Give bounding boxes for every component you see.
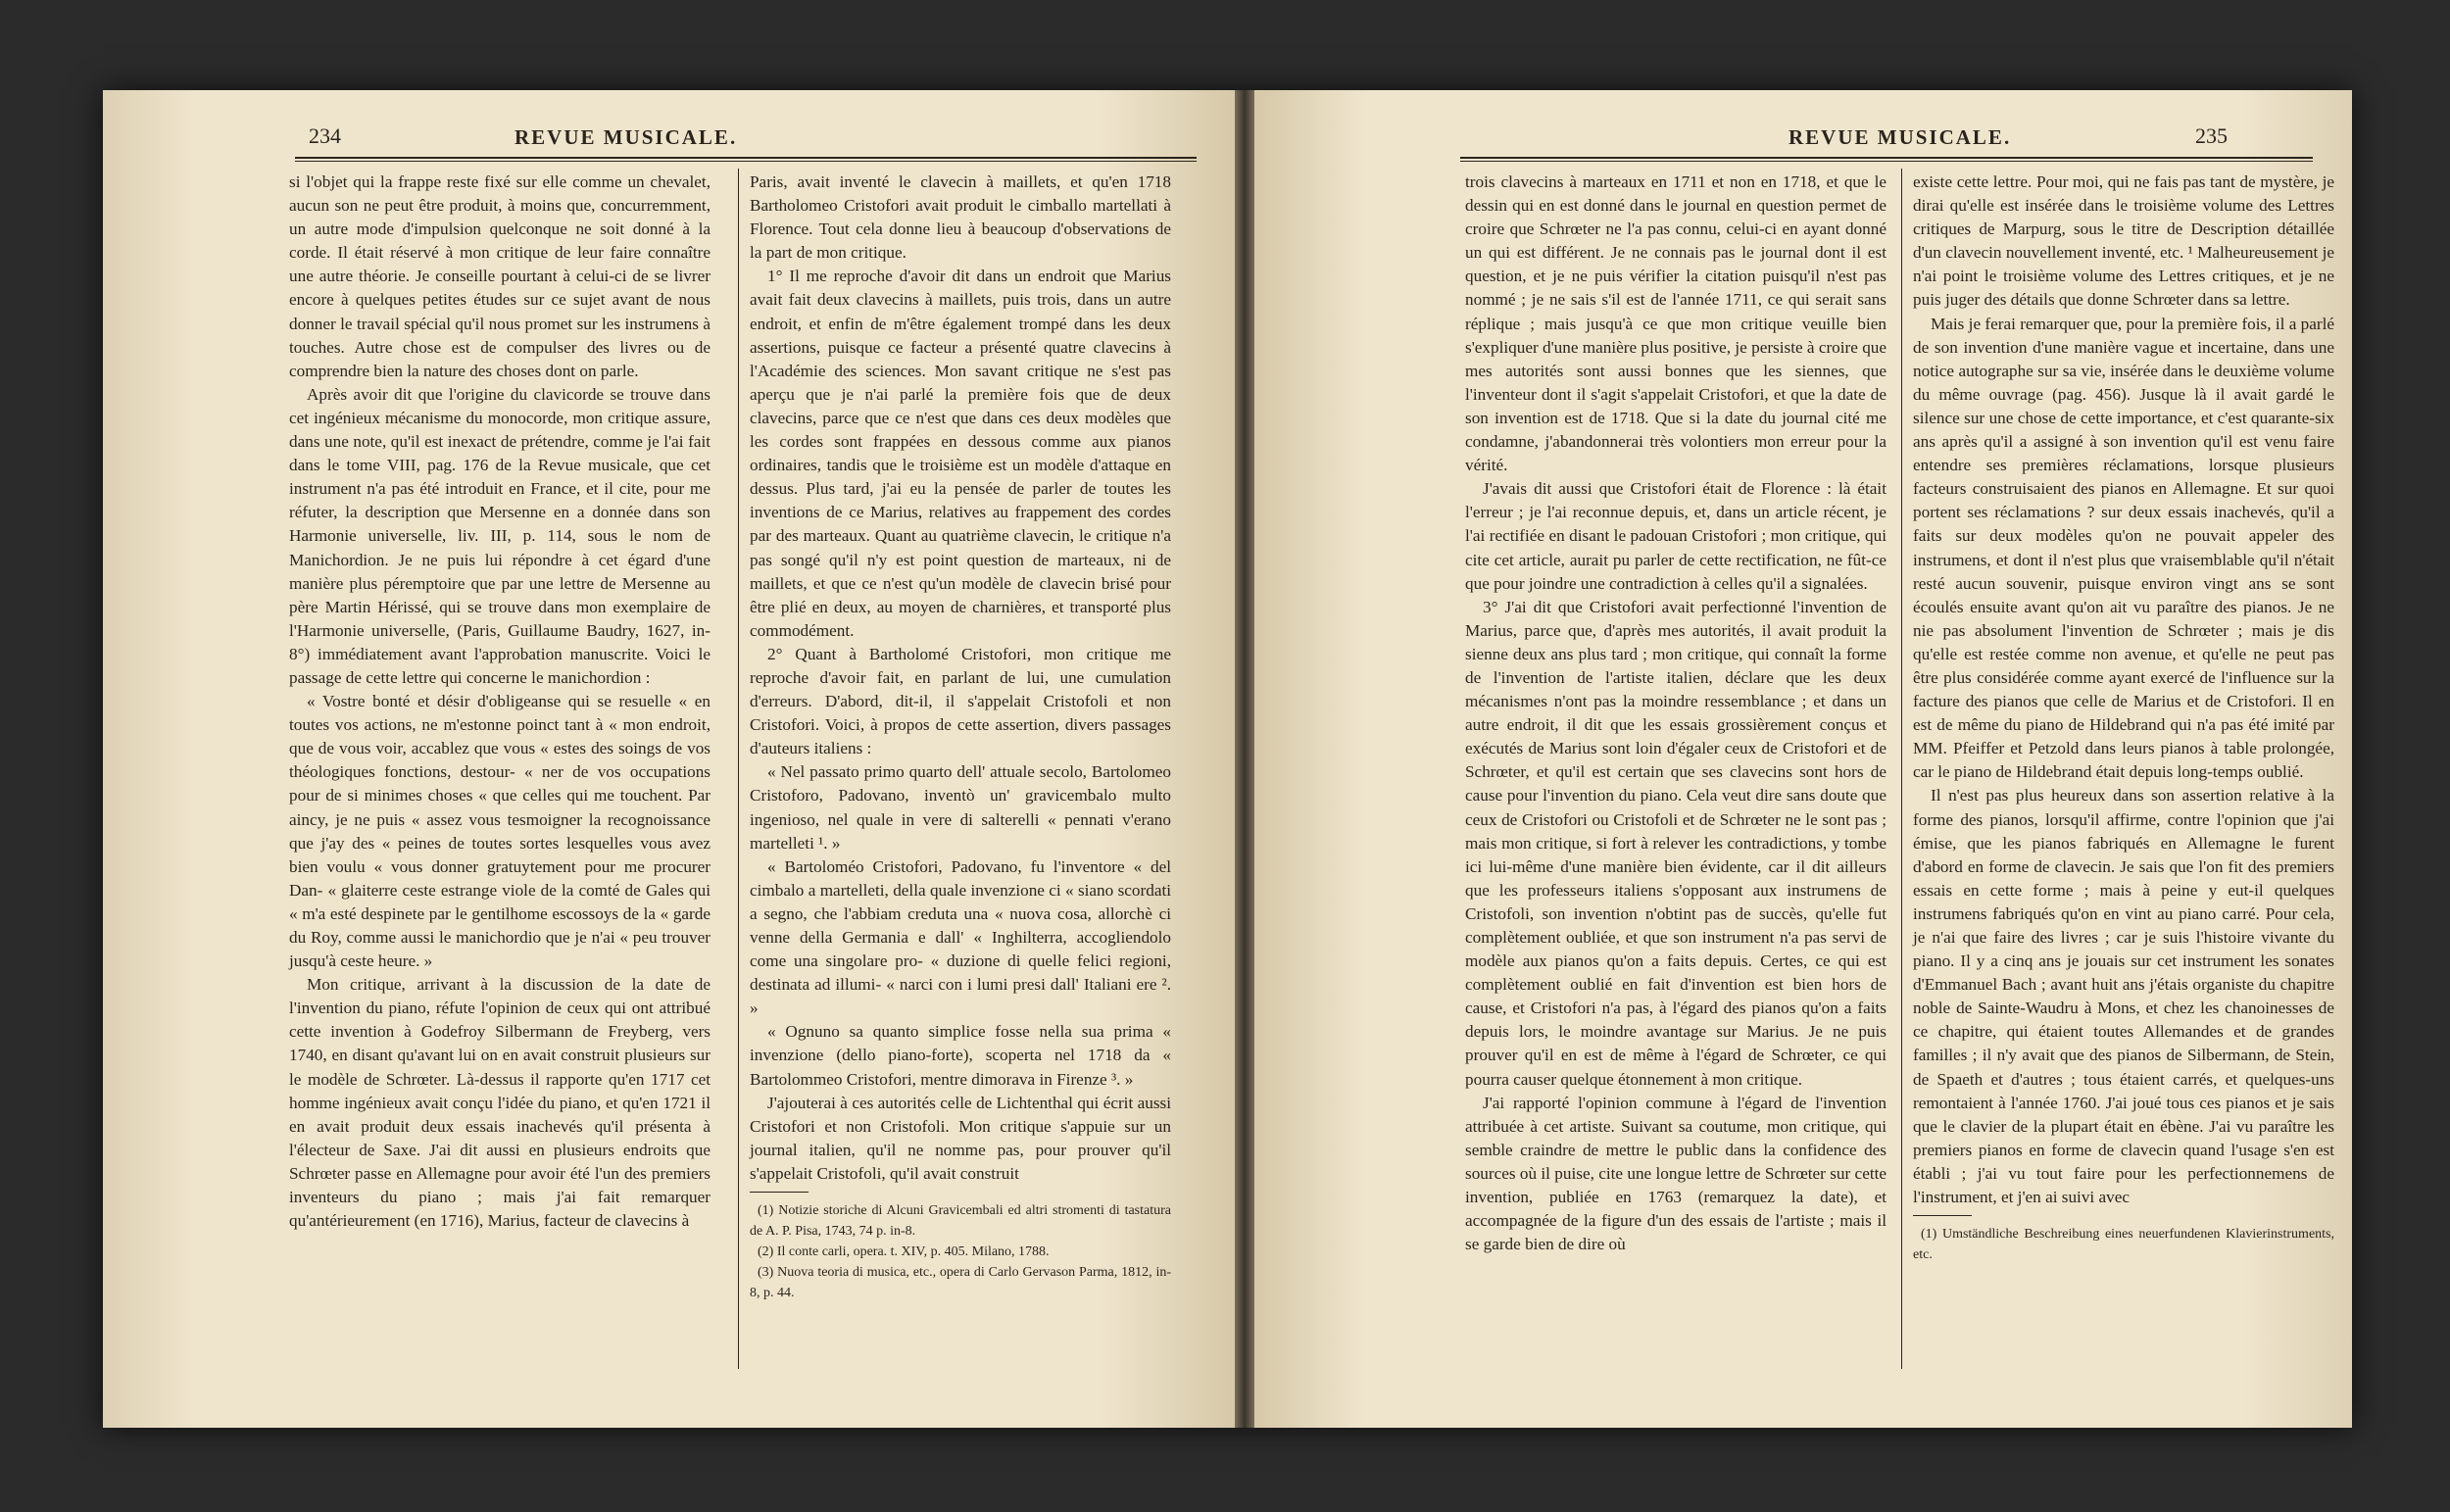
paragraph: J'ajouterai à ces autorités celle de Lichtenthal qui écrit aussi Cristofori et non Cristofoli. Mon critique s'appuie sur un journal italien, qu'il ne nomme pas, pour prouver qu'il s'appelait Cristofoli, qu'il avait construit: [750, 1093, 1171, 1183]
left-page-column-1: [289, 171, 710, 1233]
column-divider-left: [738, 169, 739, 1369]
paragraph: « Ognuno sa quanto simplice fosse nella sua prima « invenzione (dello piano-forte), scoperta nel 1718 da « Bartolommeo Cristofori, mentre dimorava in Firenze ³. »: [750, 1022, 1171, 1089]
paragraph: si l'objet qui la frappe reste fixé sur elle comme un chevalet, aucun son ne peut être produit, à moins que, concurremment, un autre mode d'impulsion quelconque ne soit donné à la corde. Il était réservé à mon critique de leur faire connaître une autre théorie. Je conseille pourtant à celui-ci de se livrer encore à quelques petites études sur ce sujet avant de nous donner le travail spécial qu'il nous promet sur les instrumens à touches. Autre chose est de compulser des livres ou de comprendre bien la nature des choses dont on parle.: [289, 172, 710, 380]
paragraph: « Vostre bonté et désir d'obligeanse qui se resuelle « en toutes vos actions, ne m'estonne poinct tant à « mon endroit, que de vous voir, accablez que vous « estes des soings de vos théologiques fonctions, destour- « ner de vos occupations pour de si minimes choses « que celles qui me touchent. Par aincy, je ne puis « assez vous tesmoigner la recognoissance que j'ay des « peines de toutes sortes lesquelles vous avez bien voulu « vous donner gratuytement pour me procurer Dan- « glaiterre ceste estrange viole de la comté de Gales qui « m'a esté despinete par le gentilhome escossoys de la « garde du Roy, comme aussi le manichordio que je n'ai « peu trouver jusqu'à ceste heure. »: [289, 692, 710, 971]
book-spine: [1235, 90, 1254, 1428]
footnote: (1) Umständliche Beschreibung eines neuerfundenen Klavierinstruments, etc.: [1913, 1227, 2334, 1263]
paragraph: 3° J'ai dit que Cristofori avait perfectionné l'invention de Marius, parce que, d'après mes autorités, il avait produit la sienne deux ans plus tard ; mon critique, qui connaît la forme de l'invention de l'artiste italien, déclare que les deux mécanismes n'ont pas la moindre ressemblance ; et dans un autre endroit, il dit que les essais grossièrement conçus et exécutés de Marius sont loin d'égaler ceux de Cristofori et de Schrœter, et qu'il est certain que ses clavecins sont hors de cause pour l'invention du piano. Cela veut dire sans doute que ceux de Cristofori ou Cristofoli et de Schrœter ne le sont pas ; mais mon critique, si fort à relever les contradictions, y tombe ici lui-même d'une manière bien évidente, car il dit ailleurs que les professeurs italiens s'opposant aux instrumens de Cristofoli, son invention n'obtint pas de succès, qu'elle fut complètement oubliée, et que son instrument n'a pas servi de modèle aux pianos qu'on a faits depuis. Certes, ce qui est complètement oublié en fait d'invention est bien hors de cause, et Cristofori n'a pas, à l'égard des pianos qu'on a faits depuis lors, le moindre avantage sur Marius. Je ne puis prouver qu'il en est de même à l'égard de Schrœter, ce qui pourra causer quelque étonnement à mon critique.: [1465, 597, 1886, 1089]
footnote: (2) Il conte carli, opera. t. XIV, p. 405. Milano, 1788.: [758, 1244, 1050, 1260]
header-rule-right: [1460, 157, 2313, 162]
paragraph: Après avoir dit que l'origine du clavicorde se trouve dans cet ingénieux mécanisme du monocorde, mon critique assure, dans une note, qu'il est inexact de prétendre, comme je l'ai fait dans le tome VIII, pag. 176 de la Revue musicale, que cet instrument n'a pas été introduit en France, et il cite, pour me réfuter, la description que Mersenne en a donnée dans son Harmonie universelle, liv. III, p. 114, sous le nom de Manichordion. Je ne puis lui répondre à cet égard d'une manière plus péremptoire que par une lettre de Mersenne au père Martin Hérissé, qui se trouve dans mon exemplaire de l'Harmonie universelle, (Paris, Guillaume Baudry, 1627, in-8°) immédiatement avant l'approbation manuscrite. Voici le passage de cette lettre qui concerne le manichordion :: [289, 384, 710, 687]
paragraph: Il n'est pas plus heureux dans son assertion relative à la forme des pianos, lorsqu'il affirme, contre l'opinion que j'ai émise, que les pianos fabriqués en Allemagne le furent d'abord en forme de clavecin. Je sais que l'on fit des premiers essais en cette forme ; mais à peine y eut-il quelques instrumens fabriqués qu'on en vint au piano carré. Pour cela, je n'ai que faire des livres ; car je suis l'histoire vivante du piano. Il y a cinq ans je jouais sur cet instrument les sonates d'Emmanuel Bach ; avant huit ans j'étais organiste du chapitre noble de Sainte-Waudru à Mons, et chez les chanoinesses de ce chapitre, qui étaient toutes Allemandes et de grandes familles ; il n'y avait que des pianos de Silbermann, de Stein, de Spaeth et d'autres ; tous étaient carrés, et quelques-uns remontaient à l'année 1760. J'ai joué tous ces pianos et je sais que le clavier de la plupart était en ébène. J'ai vu paraître les premiers pianos en forme de clavecin quand l'usage s'en est établi ; j'ai vu tout faire pour les perfectionnemens de l'instrument, et j'en ai suivi avec: [1913, 786, 2334, 1207]
paragraph: J'avais dit aussi que Cristofori était de Florence : là était l'erreur ; je l'ai reconnue depuis, et, dans un article récent, je l'ai rectifiée en disant le padouan Cristofori ; mon critique, qui cite cet article, aurait pu parler de cette rectification, ne fût-ce que pour joindre une contradiction à celles qu'il a signalées.: [1465, 479, 1886, 593]
paragraph: 1° Il me reproche d'avoir dit dans un endroit que Marius avait fait deux clavecins à maillets, puis trois, dans un autre endroit, et enfin de m'être également trompé dans les deux assertions, puisque ce facteur a présenté quatre clavecins à l'Académie des sciences. Mon savant critique ne s'est pas aperçu que je n'ai parlé la première fois que de deux clavecins, parce que ce n'est que dans ces deux modèles que les cordes sont frappées en dessous comme aux pianos ordinaires, tandis que le troisième est un modèle d'attaque en dessus. Plus tard, j'ai eu la pensée de parler de toutes les inventions de ce Marius, relatives au frappement des cordes par des marteaux. Quant au quatrième clavecin, le critique n'a pas songé qu'il n'y est point question de marteaux, ni de maillets, et que ce n'est qu'un modèle de clavecin brisé pour être plié en deux, au moyen de charnières, et transporté plus commodément.: [750, 267, 1171, 640]
page-number-right: 235: [2195, 123, 2228, 148]
paragraph: Paris, avait inventé le clavecin à maillets, et qu'en 1718 Bartholomeo Cristofori avait produit le cimballo martellati à Florence. Tout cela donne lieu à beaucoup d'observations de la part de mon critique.: [750, 172, 1171, 263]
footnote-rule: [1913, 1215, 1972, 1216]
paragraph: trois clavecins à marteaux en 1711 et non en 1718, et que le dessin qui en est donné dans le journal en question permet de croire que Schrœter ne l'a pas connu, celui-ci en ayant donné un qui est différent. Je ne connais pas le journal dont il est question, et je ne puis vérifier la citation puisqu'il n'est pas nommé ; je ne sais s'il est de l'année 1711, ce qui serait sans réplique ; mais jusqu'à ce que mon critique veuille bien s'expliquer d'une manière plus positive, je persiste à croire que mes autorités sont aussi bonnes que les siennes, que l'inventeur dont il s'agit s'appelait Cristofori, et que la date de son invention est de 1718. Que si la date du journal cité me condamne, j'abandonnerai très volontiers mon erreur pour la vérité.: [1465, 172, 1887, 475]
right-page-column-2: [1913, 171, 2334, 1265]
footnote-rule: [750, 1192, 808, 1193]
paragraph: J'ai rapporté l'opinion commune à l'égard de l'invention attribuée à cet artiste. Suivant sa coutume, mon critique, qui semble craindre de mettre le public dans la confidence des sources où il puise, cite une longue lettre de Schrœter sur cette invention, publiée en 1763 (remarquez la date), et accompagnée de la figure d'un des essais de l'artiste ; mais il se garde bien de dire où: [1465, 1093, 1886, 1254]
header-rule-left: [295, 157, 1197, 162]
paragraph: existe cette lettre. Pour moi, qui ne fais pas tant de mystère, je dirai qu'elle est insérée dans le troisième volume des Lettres critiques de Marpurg, sous le titre de Description détaillée d'un clavecin nouvellement inventé, etc. ¹ Malheureusement je n'ai point le troisième volume des Lettres critiques, et je ne puis juger des détails que donne Schrœter dans sa lettre.: [1913, 172, 2334, 310]
running-header-right: REVUE MUSICALE.: [1788, 125, 2012, 149]
paragraph: Mon critique, arrivant à la discussion de la date de l'invention du piano, réfute l'opinion de ceux qui ont attribué cette invention à Godefroy Silbermann de Freyberg, vers 1740, en disant qu'avant lui on en avait construit plusieurs sur le modèle de Schrœter. Là-dessus il rapporte qu'en 1717 cet homme ingénieux avait conçu l'idée du piano, et qu'en 1721 il en avait produit deux essais inachevés qu'il présenta à l'électeur de Saxe. J'ai dit aussi en plusieurs endroits que Schrœter passe en Allemagne pour avoir été l'un des premiers inventeurs du piano ; mais j'ai fait remarquer qu'antérieurement (en 1716), Marius, facteur de clavecins à: [289, 975, 710, 1231]
running-header-left: REVUE MUSICALE.: [514, 125, 738, 149]
page-number-left: 234: [309, 123, 341, 148]
footnote: (3) Nuova teoria di musica, etc., opera di Carlo Gervason Parma, 1812, in-8, p. 44.: [750, 1265, 1171, 1301]
left-page: [103, 90, 1235, 1428]
paragraph: 2° Quant à Bartholomé Cristofori, mon critique me reproche d'avoir fait, en parlant de lui, une cumulation d'erreurs. D'abord, dit-il, il s'appelait Cristofoli et non Cristofori. Voici, à propos de cette assertion, divers passages d'auteurs italiens :: [750, 644, 1171, 758]
column-divider-right: [1901, 169, 1902, 1369]
right-page-column-1: [1465, 171, 1886, 1256]
left-page-column-2: [750, 171, 1171, 1303]
paragraph: « Nel passato primo quarto dell' attuale secolo, Bartolomeo Cristoforo, Padovano, inventò un' gravicembalo multo ingenioso, nel quale in vere di salterelli « pennati v'erano martelleti ¹. »: [750, 762, 1171, 853]
right-page: [1254, 90, 2352, 1428]
footnote: (1) Notizie storiche di Alcuni Gravicembali ed altri stromenti di tastatura de A. P. Pisa, 1743, 74 p. in-8.: [750, 1203, 1171, 1240]
paragraph: « Bartoloméo Cristofori, Padovano, fu l'inventore « del cimbalo a martelleti, della quale invenzione ci « siano scordati a segno, che l'abbiam creduta una « nuova cosa, allorchè ci venne della Germania e dall' « Inghilterra, accogliendolo come una singolare pro- « duzione di quelle felici regioni, destinata ad illumi- « narci con i lumi presi dall' Italiani ere ². »: [750, 856, 1171, 1018]
open-book: [103, 90, 2352, 1428]
footnotes: [1913, 1224, 2334, 1265]
paragraph: Mais je ferai remarquer que, pour la première fois, il a parlé de son invention d'une manière vague et incertaine, dans une notice autographe sur sa vie, insérée dans le deuxième volume du même ouvrage (pag. 456). Jusque là il avait gardé le silence sur une chose de cette importance, et c'est quarante-six ans après qu'il a assigné à son invention qu'il est venu faire entendre ses premières réclamations, lorsque plusieurs facteurs construisaient des pianos en Allemagne. Et sur quoi portent ses réclamations ? sur deux essais inachevés, qu'il a faits sur deux modèles qu'on ne pouvait appeler des instrumens, et dont il n'est plus que vraisemblable qu'il n'était resté aucun souvenir, puisque environ vingt ans se sont écoulés ensuite avant qu'on ait vu paraître des pianos. Je ne nie pas absolument l'invention de Schrœter ; mais je dis qu'elle est restée comme non avenue, et qu'elle ne peut pas être plus considérée comme ayant exercé de l'influence sur la facture des pianos que celle de Marius et de Cristofori. Il en est de même du piano de Hildebrand qui n'a pas été imité par MM. Pfeiffer et Petzold dans leurs pianos à table prolongée, car le piano de Hildebrand était depuis long-temps oublié.: [1913, 314, 2334, 782]
footnotes: [750, 1200, 1171, 1303]
